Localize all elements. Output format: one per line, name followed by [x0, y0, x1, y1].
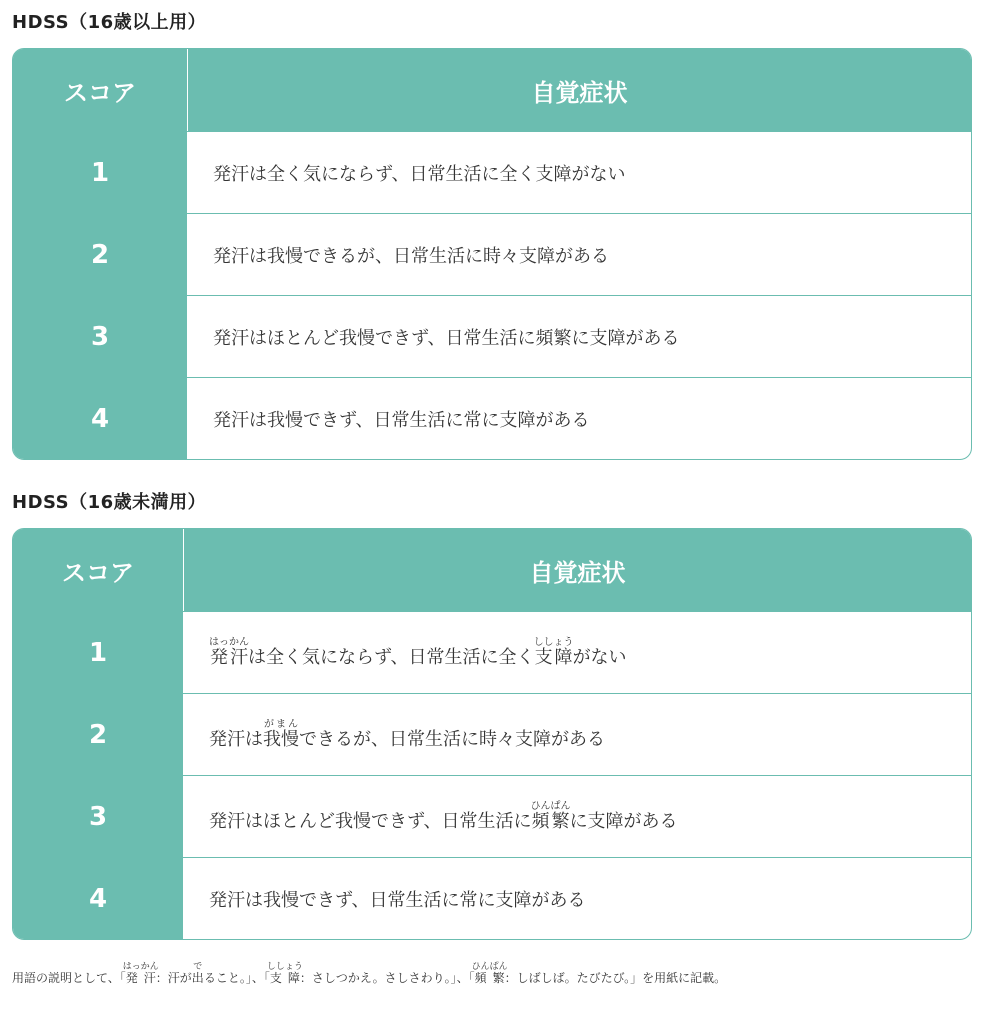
symptom-cell: 発汗は我慢できず、日常生活に常に支障がある	[209, 889, 586, 911]
symptom-cell: 発汗はほとんど我慢できず、日常生活に頻繁ひんぱんに支障がある	[209, 800, 678, 832]
symptom-cell: 発汗はほとんど我慢できず、日常生活に頻繁に支障がある	[213, 327, 680, 349]
table-row	[13, 611, 971, 693]
section-title-child: HDSS（16歳未満用）	[12, 492, 207, 513]
ruby-word: 支障ししょう	[533, 636, 574, 668]
table-row	[13, 693, 971, 775]
ruby-word: 発汗はっかん	[122, 962, 159, 985]
header-symptom: 自覚症状	[529, 558, 626, 587]
ruby-word: 頻繁ひんぱん	[471, 962, 508, 985]
score-cell: 1	[13, 132, 188, 213]
table-row	[13, 213, 971, 295]
symptom-cell: 発汗は全く気にならず、日常生活に全く支障がない	[213, 163, 626, 185]
symptom-cell: 発汗はっかんは全く気にならず、日常生活に全く支障ししょうがない	[209, 636, 627, 668]
symptom-cell: 発汗は我慢できるが、日常生活に時々支障がある	[213, 245, 609, 267]
table-row	[13, 857, 971, 939]
table-row	[13, 295, 971, 377]
section-title-adult: HDSS（16歳以上用）	[12, 12, 207, 33]
table-row	[13, 775, 971, 857]
ruby-word: 発汗はっかん	[209, 636, 249, 668]
ruby-word: 支障ししょう	[266, 962, 303, 985]
hdss-table-adult	[12, 48, 972, 460]
header-score: スコア	[13, 529, 184, 611]
table-header	[13, 529, 971, 611]
score-cell: 1	[13, 612, 184, 693]
ruby-word: 出で	[191, 962, 204, 985]
table-row	[13, 377, 971, 459]
score-cell: 2	[13, 694, 184, 775]
ruby-word: 我慢がまん	[263, 718, 299, 750]
table-header	[13, 49, 971, 131]
score-cell: 3	[13, 776, 184, 857]
symptom-cell: 発汗は我慢がまんできるが、日常生活に時々支障がある	[209, 718, 605, 750]
ruby-word: 頻繁ひんぱん	[530, 800, 571, 832]
header-symptom: 自覚症状	[531, 78, 628, 107]
symptom-cell: 発汗は我慢できず、日常生活に常に支障がある	[213, 409, 590, 431]
score-cell: 4	[13, 858, 184, 939]
score-cell: 3	[13, 296, 188, 377]
header-score: スコア	[13, 49, 188, 131]
hdss-table-child	[12, 528, 972, 940]
score-cell: 4	[13, 378, 188, 459]
score-cell: 2	[13, 214, 188, 295]
footnote: 用語の説明として、「発汗はっかん：汗が出でること。」、「支障ししょう：さしつかえ。さしさわり。」、「頻繁ひんぱん：しばしば。たびたび。」を用紙に記載。	[12, 962, 727, 985]
table-row	[13, 131, 971, 213]
